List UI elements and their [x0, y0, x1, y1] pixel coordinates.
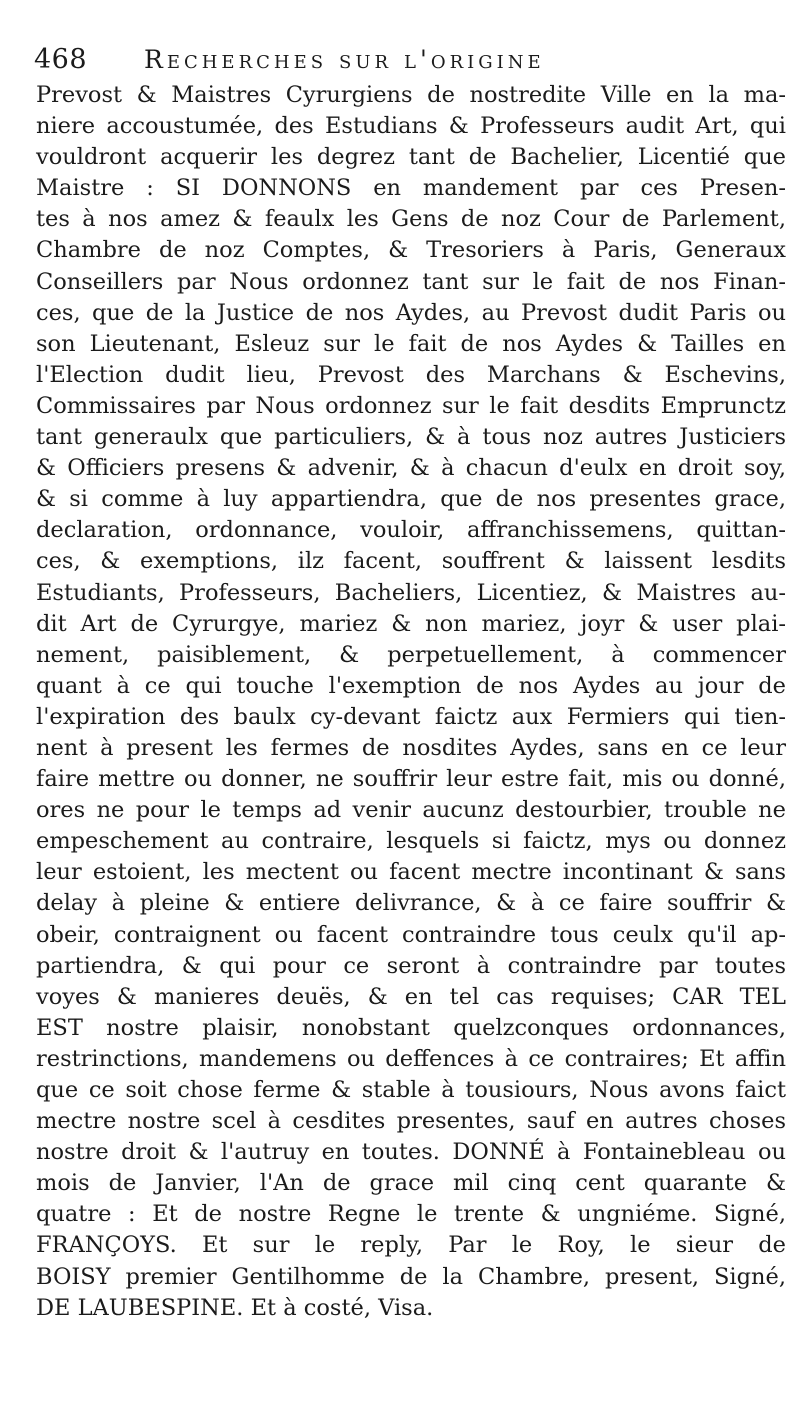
text-line: DE LAUBESPINE. Et à costé, Visa. — [36, 1294, 434, 1321]
text-line: Commissaires par Nous ordonnez sur le fait desdits Emprunctz — [36, 392, 786, 419]
running-title: Recherches sur l'origine — [144, 45, 545, 74]
text-line: l'Election dudit lieu, Prevost des Marchans & Eschevins, — [36, 361, 786, 388]
text-line: Conseillers par Nous ordonnez tant sur le fait de nos Finan- — [36, 268, 786, 295]
text-line: & Officiers presens & advenir, & à chacun d'eulx en droit soy, — [36, 455, 786, 482]
text-line: ores ne pour le temps ad venir aucunz destourbier, trouble ne — [36, 797, 786, 824]
text-line: delay à pleine & entiere delivrance, & à ce faire souffrir & — [36, 890, 786, 917]
text-line: ces, que de la Justice de nos Aydes, au Prevost dudit Paris ou — [36, 299, 786, 326]
text-line: faire mettre ou donner, ne souffrir leur estre fait, mis ou donné, — [36, 766, 786, 793]
text-line: Prevost & Maistres Cyrurgiens de nostredite Ville en la ma- — [36, 82, 786, 108]
running-head — [34, 40, 774, 80]
text-line: BOISY premier Gentilhomme de la Chambre, present, Signé, — [36, 1263, 786, 1290]
text-line: mois de Janvier, l'An de grace mil cinq cent quarante & — [36, 1170, 786, 1197]
text-line: nostre droit & l'autruy en toutes. DONNÉ à Fontainebleau ou — [36, 1139, 786, 1166]
text-line: empeschement au contraire, lesquels si faictz, mys ou donnez — [36, 828, 786, 855]
text-line: declaration, ordonnance, vouloir, affranchissemens, quittan- — [36, 517, 786, 544]
text-line: quatre : Et de nostre Regne le trente & ungniéme. Signé, — [36, 1201, 786, 1228]
text-line: tes à nos amez & feaulx les Gens de noz Cour de Parlement, — [36, 206, 786, 233]
text-line: restrinctions, mandemens ou deffences à ce contraires; Et affin — [36, 1045, 786, 1072]
text-line: nement, paisiblement, & perpetuellement, à commencer — [36, 641, 786, 668]
text-line: l'expiration des baulx cy-devant faictz aux Fermiers qui tien- — [36, 703, 786, 730]
text-line: nent à present les fermes de nosdites Aydes, sans en ce leur — [36, 734, 786, 761]
text-line: Estudiants, Professeurs, Bacheliers, Licentiez, & Maistres au- — [36, 579, 786, 606]
text-line: que ce soit chose ferme & stable à tousiours, Nous avons faict — [36, 1077, 786, 1103]
text-line: son Lieutenant, Esleuz sur le fait de nos Aydes & Tailles en — [36, 330, 786, 357]
text-line: quant à ce qui touche l'exemption de nos Aydes au jour de — [36, 672, 786, 699]
text-line: vouldront acquerir les degrez tant de Bachelier, Licentié que — [36, 144, 786, 171]
text-line: EST nostre plaisir, nonobstant quelzconques ordonnances, — [36, 1014, 786, 1041]
text-line: FRANÇOYS. Et sur le reply, Par le Roy, le sieur de — [36, 1232, 786, 1259]
text-line: dit Art de Cyrurgye, mariez & non mariez, joyr & user plai- — [36, 610, 786, 637]
text-line: tant generaulx que particuliers, & à tous noz autres Justiciers — [36, 424, 786, 451]
text-line: & si comme à luy appartiendra, que de nos presentes grace, — [36, 486, 786, 513]
text-line: ces, & exemptions, ilz facent, souffrent & laissent lesdits — [36, 548, 786, 575]
text-line: obeir, contraignent ou facent contraindre tous ceulx qu'il ap- — [36, 921, 786, 948]
text-line: Maistre : SI DONNONS en mandement par ces Presen- — [36, 175, 786, 202]
text-line: leur estoient, les mectent ou facent mectre incontinant & sans — [36, 859, 786, 886]
text-line: voyes & manieres deuës, & en tel cas requises; CAR TEL — [36, 983, 786, 1010]
text-line: niere accoustumée, des Estudians & Professeurs audit Art, qui — [36, 113, 786, 140]
text-line: Chambre de noz Comptes, & Tresoriers à Paris, Generaux — [36, 237, 786, 264]
page-number: 468 — [34, 44, 88, 75]
body-text — [36, 80, 786, 1324]
text-line: partiendra, & qui pour ce seront à contraindre par toutes — [36, 952, 786, 979]
text-line: mectre nostre scel à cesdites presentes, sauf en autres choses — [36, 1108, 786, 1135]
